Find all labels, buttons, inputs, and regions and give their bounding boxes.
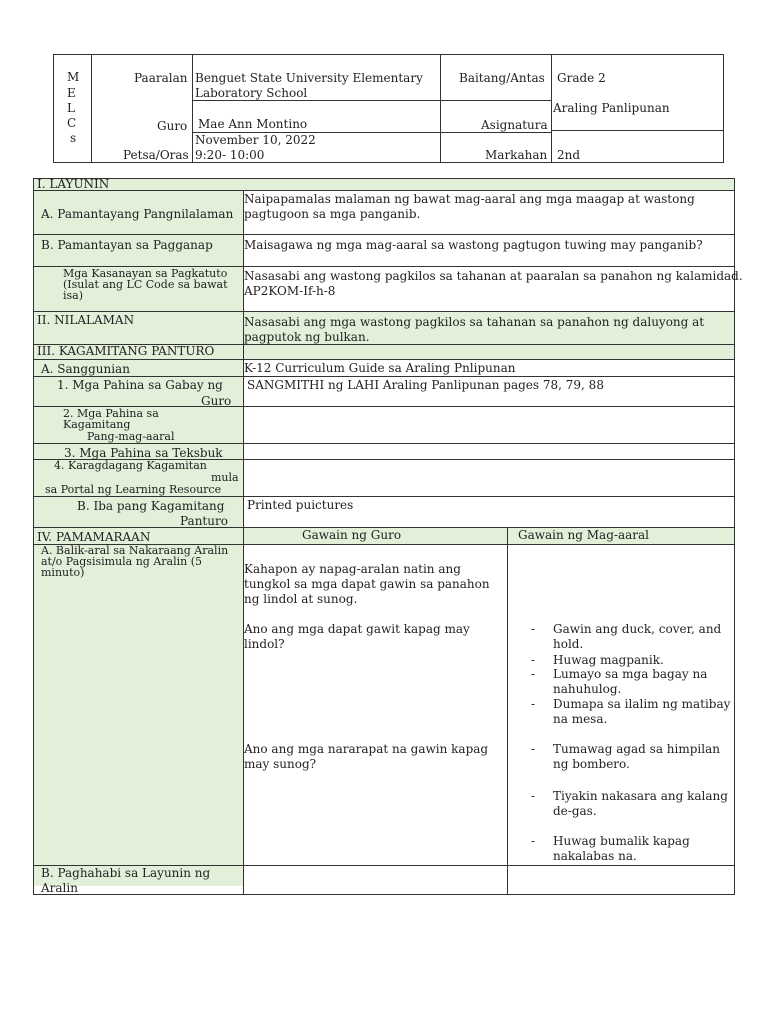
iba-pang-kagamitan-label: B. Iba pang Kagamitang (77, 499, 225, 513)
melcs-letter: C (67, 116, 77, 130)
gabay-guro-label: 1. Mga Pahina sa Gabay ng (57, 378, 223, 392)
iba-pang-kagamitan-text: Printed puictures (247, 498, 354, 512)
lc-code: AP2KOM-If-h-8 (244, 284, 336, 298)
petsa-value: November 10, 2022 (195, 133, 316, 147)
oras-value: 9:20- 10:00 (195, 148, 265, 162)
paaralan-value-line2: Laboratory School (195, 86, 308, 100)
baitang-value: Grade 2 (557, 71, 606, 85)
list-bullet: - (531, 789, 536, 803)
melcs-letter: E (67, 86, 76, 100)
kagamitang-pang-mag-aaral-label: 2. Mga Pahina sa (63, 407, 159, 420)
layunin-heading: I. LAYUNIN (37, 177, 110, 191)
sanggunian-text: K-12 Curriculum Guide sa Araling Pnlipunan (244, 361, 516, 375)
list-bullet: - (531, 667, 536, 681)
kagamitang-pang-mag-aaral-label-line3: Pang-mag-aaral (87, 430, 175, 443)
list-item: Tiyakin nakasara ang kalang de-gas. (553, 789, 728, 818)
list-item: Huwag magpanik. (553, 653, 664, 667)
pamamaraan-heading: IV. PAMAMARAAN (37, 530, 151, 544)
nilalaman-heading: II. NILALAMAN (37, 313, 135, 327)
list-bullet: - (531, 834, 536, 848)
markahan-value: 2nd (557, 148, 581, 162)
col-gawain-mag-aaral: Gawain ng Mag-aaral (518, 528, 649, 542)
kagamitan-heading: III. KAGAMITANG PANTURO (37, 344, 215, 358)
pamantayang-pangnilalaman-text: Naipapamalas malaman ng bawat mag-aaral ang mga maagap at wastong pagtugoon sa mga panganib. (244, 192, 695, 221)
guro-lindol-question: Ano ang mga dapat gawit kapag may lindol? (244, 622, 470, 651)
paaralan-label: Paaralan (134, 71, 188, 85)
gabay-guro-text: SANGMITHI ng LAHI Araling Panlipunan pages 78, 79, 88 (247, 378, 604, 392)
list-item: Tumawag agad sa himpilan ng bombero. (553, 742, 720, 771)
list-bullet: - (531, 742, 536, 756)
pamantayan-pagganap-text: Maisagawa ng mga mag-aaral sa wastong pagtugon tuwing may panganib? (244, 238, 703, 252)
mga-kasanayan-label: Mga Kasanayan sa Pagkatuto (Isulat ang LC Code sa bawat isa) (63, 267, 228, 302)
melcs-letter: s (70, 131, 77, 145)
list-bullet: - (531, 622, 536, 636)
kagamitang-pang-mag-aaral-label-line2: Kagamitang (63, 418, 131, 431)
gabay-guro-label-line2: Guro (201, 394, 232, 408)
guro-value: Mae Ann Montino (198, 117, 308, 131)
melcs-letter: L (67, 101, 75, 115)
balik-aral-label: A. Balik-aral sa Nakaraang Aralin at/o Pagsisimula ng Aralin (5 minuto) (41, 544, 229, 579)
karagdagang-kagamitan-label-line3: sa Portal ng Learning Resource (45, 483, 222, 496)
list-item: Dumapa sa ilalim ng matibay na mesa. (553, 697, 731, 726)
nilalaman-text: Nasasabi ang mga wastong pagkilos sa tahanan sa panahon ng daluyong at pagputok ng bulkan. (244, 315, 705, 344)
asignatura-value: Araling Panlipunan (553, 101, 670, 115)
karagdagang-kagamitan-label-line2: mula (211, 471, 239, 484)
karagdagang-kagamitan-label: 4. Karagdagang Kagamitan (54, 459, 207, 472)
list-bullet: - (531, 653, 536, 667)
list-item: Lumayo sa mga bagay na nahuhulog. (553, 667, 708, 696)
pamantayan-pagganap-label: B. Pamantayan sa Pagganap (41, 238, 213, 252)
col-gawain-guro: Gawain ng Guro (302, 528, 402, 542)
iba-pang-kagamitan-label-line2: Panturo (180, 514, 228, 528)
baitang-label: Baitang/Antas (459, 71, 545, 85)
paaralan-value: Benguet State University Elementary (195, 71, 423, 85)
sanggunian-label: A. Sanggunian (41, 362, 130, 376)
pamantayang-pangnilalaman-label: A. Pamantayang Pangnilalaman (41, 207, 234, 221)
petsa-label: Petsa/Oras (123, 148, 189, 162)
list-item: Huwag bumalik kapag nakalabas na. (553, 834, 690, 863)
asignatura-label: Asignatura (481, 118, 548, 132)
guro-label: Guro (157, 119, 188, 133)
markahan-label: Markahan (485, 148, 548, 162)
mga-kasanayan-text: Nasasabi ang wastong pagkilos sa tahanan at paaralan sa panahon ng kalamidad. (244, 269, 743, 283)
list-bullet: - (531, 697, 536, 711)
guro-kahapon-text: Kahapon ay napag-aralan natin ang tungkol sa mga dapat gawin sa panahon ng lindol at sunog. (244, 562, 490, 606)
paghahabi-label: B. Paghahabi sa Layunin ng Aralin (41, 866, 211, 895)
guro-sunog-question: Ano ang mga nararapat na gawin kapag may sunog? (244, 742, 489, 771)
teksbuk-label: 3. Mga Pahina sa Teksbuk (64, 446, 223, 460)
list-item: Gawin ang duck, cover, and hold. (553, 622, 722, 651)
melcs-letter: M (67, 70, 80, 84)
